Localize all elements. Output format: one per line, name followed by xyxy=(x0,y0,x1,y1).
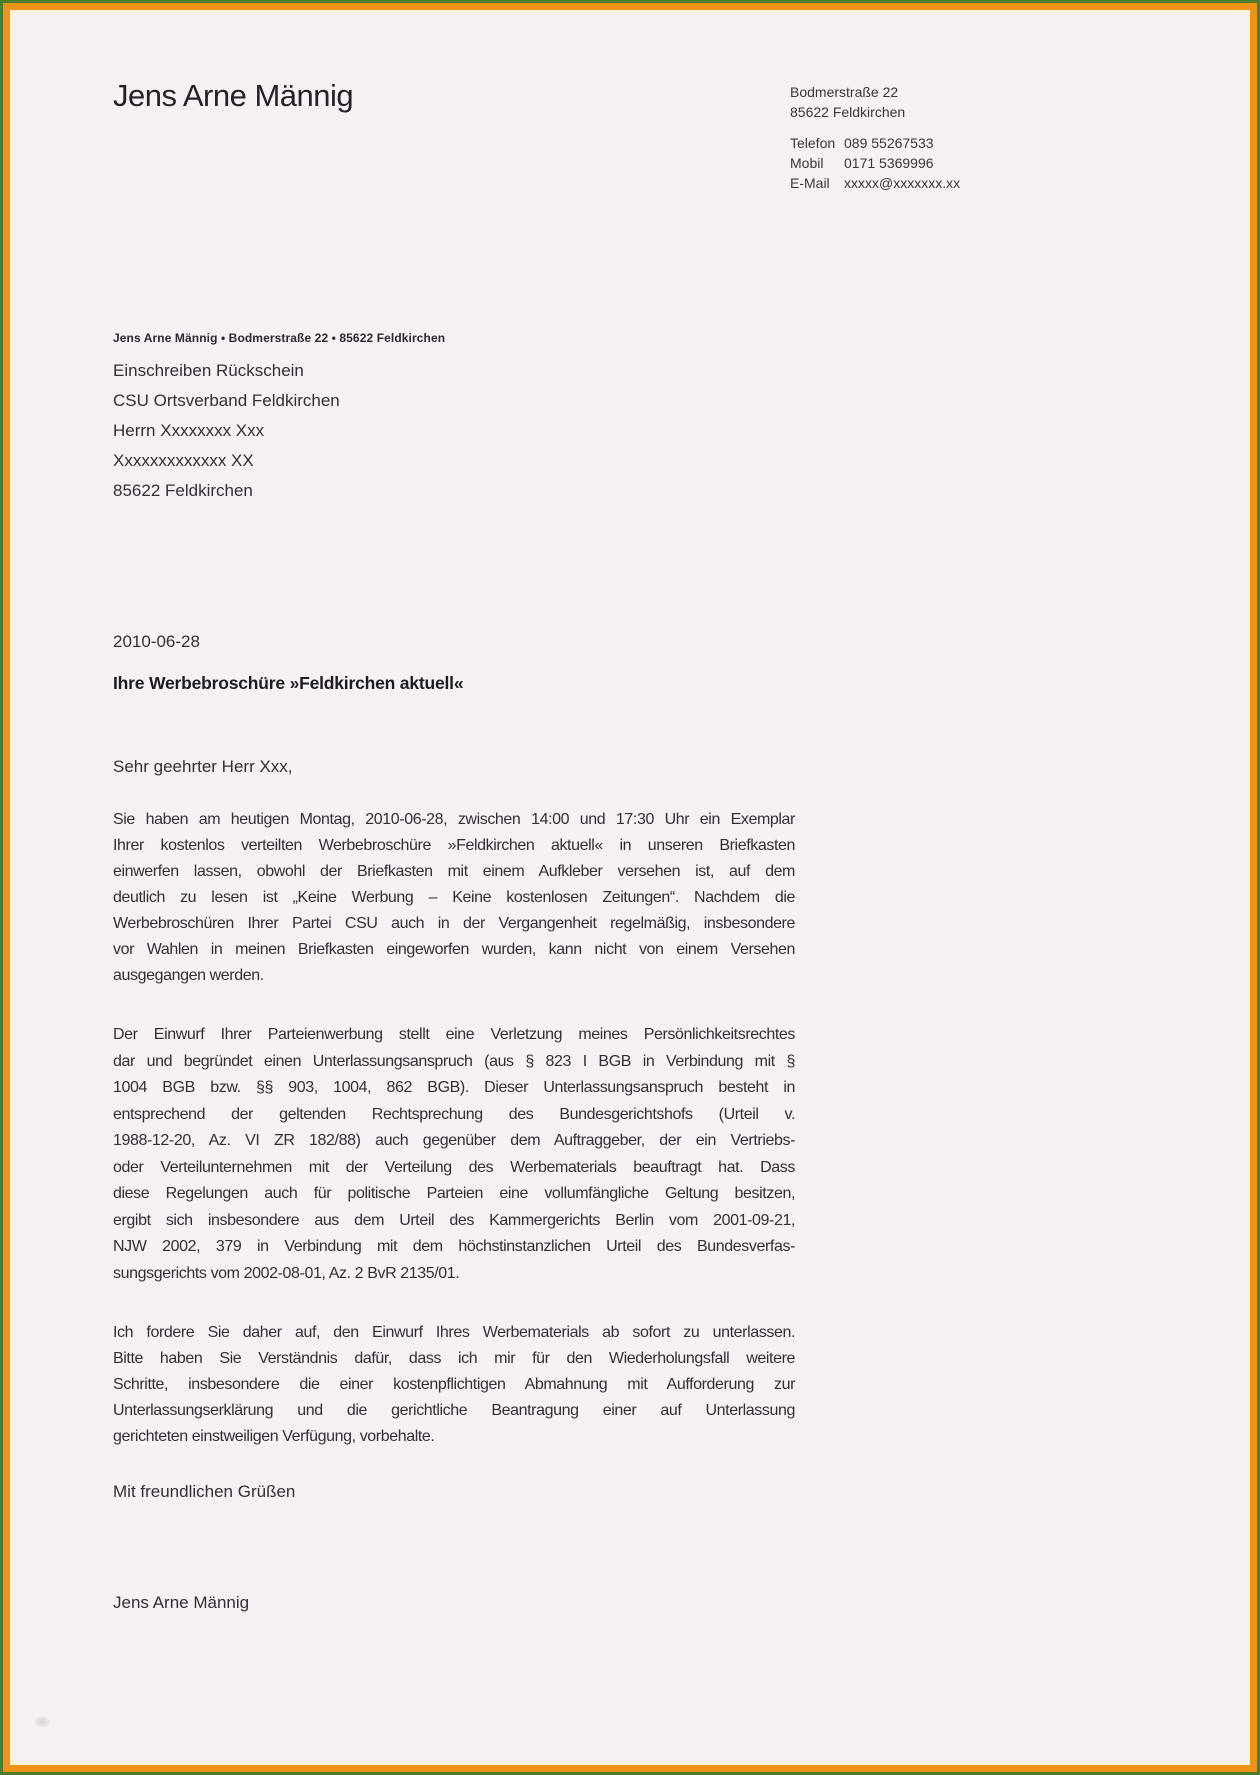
paragraph-line: oder Verteilunternehmen mit der Verteilung des Werbematerials beauftragt hat. Dass xyxy=(113,1158,795,1176)
letterhead-city: 85622 Feldkirchen xyxy=(790,103,906,120)
recipient-person: Herrn Xxxxxxxx Xxx xyxy=(113,421,265,440)
contact-row-telefon xyxy=(790,133,960,153)
mobil-value: 0171 5369996 xyxy=(844,155,934,171)
paragraph-line: ergibt sich insbesondere aus dem Urteil des Kammergerichts Berlin vom 2001-09-21, xyxy=(113,1211,795,1229)
closing-formula: Mit freundlichen Grüßen xyxy=(113,1482,296,1501)
paragraph-line: Ihrer kostenlos verteilten Werbebroschüre »Feldkirchen aktuell« in unseren Briefkasten xyxy=(113,837,795,854)
body-paragraph-1 xyxy=(113,807,795,989)
body-paragraph-3 xyxy=(113,1320,795,1450)
recipient-shipping-method: Einschreiben Rückschein xyxy=(113,361,304,380)
body-paragraph-2 xyxy=(113,1022,795,1287)
recipient-city: 85622 Feldkirchen xyxy=(113,481,253,500)
paragraph-line: Werbebroschüren Ihrer Partei CSU auch in der Vergangenheit regelmäßig, insbesondere xyxy=(113,915,795,932)
paragraph-line: deutlich zu lesen ist „Keine Werbung – Keine kostenlosen Zeitungen“. Nachdem die xyxy=(113,889,795,906)
paragraph-line: NJW 2002, 379 in Verbindung mit dem höchstinstanzlichen Urteil des Bundesverfas- xyxy=(113,1238,795,1255)
telefon-value: 089 55267533 xyxy=(844,135,934,151)
letterhead-sender-name: Jens Arne Männig xyxy=(113,78,354,113)
paragraph-line: Unterlassungserklärung und die gerichtliche Beantragung einer auf Unterlassung xyxy=(113,1402,795,1419)
mobil-label: Mobil xyxy=(790,155,824,171)
window-sender-line: Jens Arne Männig • Bodmerstraße 22 • 85622 Feldkirchen xyxy=(113,331,446,345)
paragraph-line: vor Wahlen in meinen Briefkasten eingeworfen wurden, kann nicht von einem Versehen xyxy=(113,941,795,958)
paragraph-line: sungsgerichts vom 2002-08-01, Az. 2 BvR 2135/01. xyxy=(113,1264,460,1282)
paragraph-line: entsprechend der geltenden Rechtsprechung des Bundesgerichtshofs (Urteil v. xyxy=(113,1105,795,1123)
contact-row-mobil xyxy=(790,153,960,173)
paragraph-line: Schritte, insbesondere die einer kostenpflichtigen Abmahnung mit Aufforderung zur xyxy=(113,1376,795,1393)
paragraph-line: Bitte haben Sie Verständnis dafür, dass ich mir für den Wiederholungsfall weitere xyxy=(113,1350,795,1367)
letter-date: 2010-06-28 xyxy=(113,632,200,651)
paragraph-line: diese Regelungen auch für politische Parteien eine vollumfängliche Geltung besitzen, xyxy=(113,1185,795,1202)
paragraph-line: 1988-12-20, Az. VI ZR 182/88) auch gegenüber dem Auftraggeber, der ein Vertriebs- xyxy=(113,1132,795,1149)
paragraph-line: Sie haben am heutigen Montag, 2010-06-28, zwischen 14:00 und 17:30 Uhr ein Exemplar xyxy=(113,811,795,828)
recipient-street: Xxxxxxxxxxxxx XX xyxy=(113,451,254,470)
letter-subject: Ihre Werbebroschüre »Feldkirchen aktuell« xyxy=(113,673,464,693)
paragraph-line: Ich fordere Sie daher auf, den Einwurf Ihres Werbematerials ab sofort zu unterlassen. xyxy=(113,1324,795,1341)
scan-artifact xyxy=(34,1716,50,1728)
email-label: E-Mail xyxy=(790,175,830,191)
paragraph-line: gerichteten einstweiligen Verfügung, vorbehalte. xyxy=(113,1428,435,1445)
letterhead-street: Bodmerstraße 22 xyxy=(790,84,899,100)
paragraph-line: 1004 BGB bzw. §§ 903, 1004, 862 BGB). Dieser Unterlassungsanspruch besteht in xyxy=(113,1079,795,1096)
paragraph-line: Der Einwurf Ihrer Parteienwerbung stellt eine Verletzung meines Persönlichkeitsrechtes xyxy=(113,1026,795,1043)
paragraph-line: dar und begründet einen Unterlassungsanspruch (aus § 823 I BGB in Verbindung mit § xyxy=(113,1052,795,1070)
salutation: Sehr geehrter Herr Xxx, xyxy=(113,757,293,776)
contact-row-email xyxy=(790,173,960,193)
recipient-organization: CSU Ortsverband Feldkirchen xyxy=(113,391,340,410)
signature-name: Jens Arne Männig xyxy=(113,1593,250,1612)
recipient-address xyxy=(113,356,340,506)
email-value: xxxxx@xxxxxxx.xx xyxy=(844,175,961,191)
letterhead-address xyxy=(790,83,905,122)
paragraph-line: einwerfen lassen, obwohl der Briefkasten mit einem Aufkleber versehen ist, auf dem xyxy=(113,863,795,880)
letterhead-contact xyxy=(790,133,960,193)
telefon-label: Telefon xyxy=(790,135,836,151)
paragraph-line: ausgegangen werden. xyxy=(113,967,264,984)
